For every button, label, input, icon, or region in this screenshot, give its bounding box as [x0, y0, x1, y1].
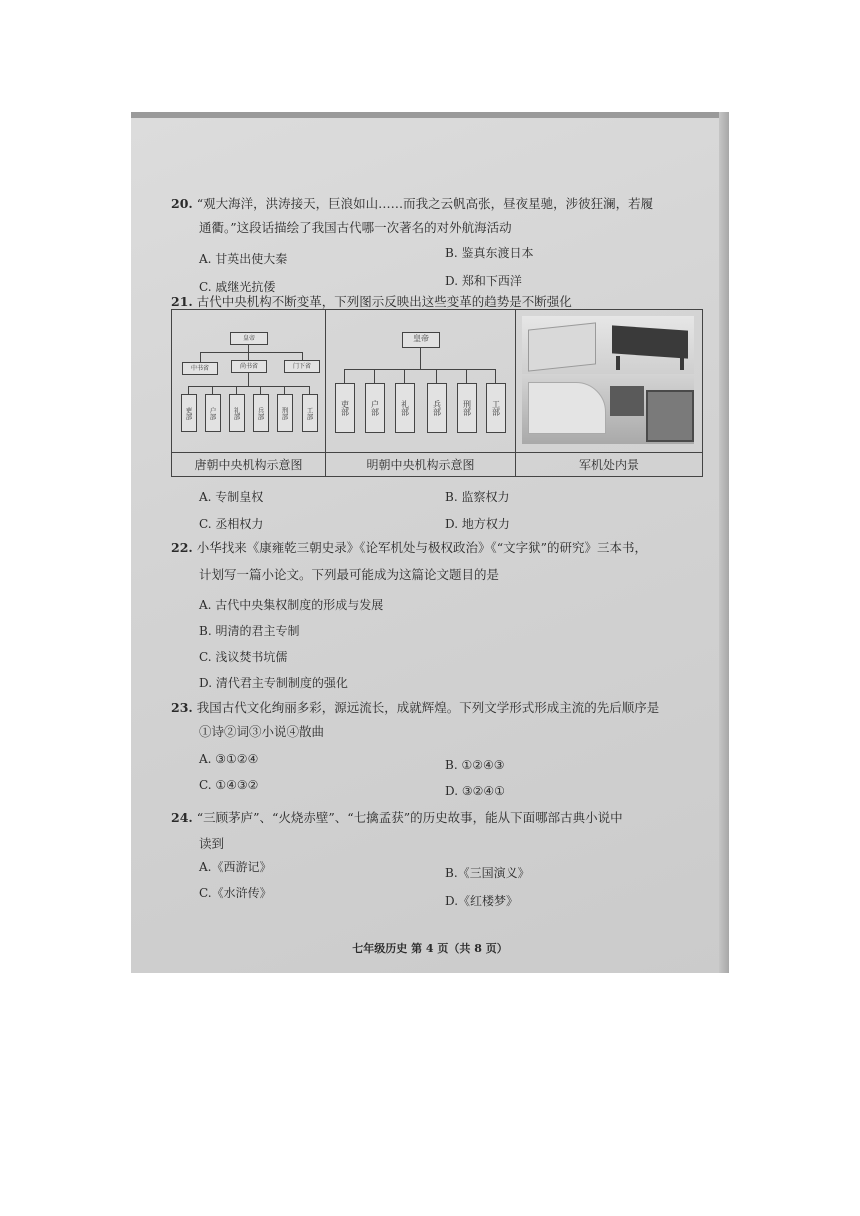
- question-23-stem: 23. 我国古代文化绚丽多彩，源远流长，成就辉煌。下列文学形式形成主流的先后顺序是: [171, 700, 660, 715]
- junjichu-photo: [522, 316, 694, 444]
- question-21-stem: 21. 古代中央机构不断变革，下列图示反映出这些变革的趋势是不断强化: [171, 294, 572, 309]
- q23-option-a: A. ③①②④: [199, 752, 259, 766]
- q24-option-d: D.《红楼梦》: [445, 894, 519, 908]
- tang-ministry-box: 户部: [205, 394, 221, 432]
- caption-divider: [172, 452, 702, 453]
- tang-emperor-box: 皇帝: [230, 332, 268, 345]
- tang-ministry-box: 工部: [302, 394, 318, 432]
- ming-ministry-box: 户部: [365, 383, 385, 433]
- page-top-edge: [131, 112, 729, 118]
- q24-option-c: C.《水浒传》: [199, 886, 272, 900]
- page-right-edge: [719, 112, 729, 973]
- question-20-stem: 20. “观大海洋，洪涛接天，巨浪如山……而我之云帆高张，昼夜星驰，涉彼狂澜，若履: [171, 196, 654, 211]
- tang-zhongshu-box: 中书省: [182, 362, 218, 375]
- q21-option-d: D. 地方权力: [445, 517, 510, 531]
- page-footer: 七年级历史 第 4 页（共 8 页）: [352, 942, 508, 955]
- question-24-stem-cont: 读到: [199, 836, 225, 851]
- ming-caption: 明朝中央机构示意图: [366, 458, 475, 472]
- question-22-stem: 22. 小华找来《康雍乾三朝史录》《论军机处与极权政治》《“文字狱”的研究》三本书，: [171, 540, 648, 555]
- q22-option-c: C. 浅议焚书坑儒: [199, 650, 288, 664]
- question-20-stem-cont: 通衢。”这段话描绘了我国古代哪一次著名的对外航海活动: [199, 220, 512, 235]
- question-22-stem-cont: 计划写一篇小论文。下列最可能成为这篇论文题目的是: [199, 567, 500, 582]
- central-government-diagrams: [171, 309, 703, 477]
- ming-ministry-box: 兵部: [427, 383, 447, 433]
- tang-ministry-box: 礼部: [229, 394, 245, 432]
- exam-page-photo: [131, 112, 729, 973]
- ming-emperor-box: 皇帝: [402, 332, 440, 348]
- q23-option-d: D. ③②④①: [445, 784, 505, 798]
- tang-ministry-box: 吏部: [181, 394, 197, 432]
- q23-option-b: B. ①②④③: [445, 758, 505, 772]
- q24-option-a: A.《西游记》: [199, 860, 272, 874]
- q20-option-b: B. 鉴真东渡日本: [445, 246, 534, 260]
- q22-option-a: A. 古代中央集权制度的形成与发展: [199, 598, 384, 612]
- tang-ministry-box: 兵部: [253, 394, 269, 432]
- q21-option-b: B. 监察权力: [445, 490, 510, 504]
- junjichu-caption: 军机处内景: [578, 458, 639, 472]
- q21-option-a: A. 专制皇权: [199, 490, 264, 504]
- ming-ministry-box: 刑部: [457, 383, 477, 433]
- ming-ministry-box: 工部: [486, 383, 506, 433]
- tang-shangshu-box: 尚书省: [231, 360, 267, 373]
- q21-option-c: C. 丞相权力: [199, 517, 264, 531]
- question-24-stem: 24. “三顾茅庐”、“火烧赤壁”、“七擒孟获”的历史故事，能从下面哪部古典小说中: [171, 810, 623, 825]
- q22-option-d: D. 清代君主专制制度的强化: [199, 676, 348, 690]
- tang-caption: 唐朝中央机构示意图: [194, 458, 303, 472]
- q23-option-c: C. ①④③②: [199, 778, 259, 792]
- q20-option-d: D. 郑和下西洋: [445, 274, 522, 288]
- ming-ministry-box: 吏部: [335, 383, 355, 433]
- tang-ministry-box: 刑部: [277, 394, 293, 432]
- q22-option-b: B. 明清的君主专制: [199, 624, 300, 638]
- question-23-stem-cont: ①诗②词③小说④散曲: [199, 724, 325, 739]
- ming-ministry-box: 礼部: [395, 383, 415, 433]
- q20-option-a: A. 甘英出使大秦: [199, 252, 288, 266]
- q24-option-b: B.《三国演义》: [445, 866, 530, 880]
- q20-option-c: C. 戚继光抗倭: [199, 280, 276, 294]
- tang-menxia-box: 门下省: [284, 360, 320, 373]
